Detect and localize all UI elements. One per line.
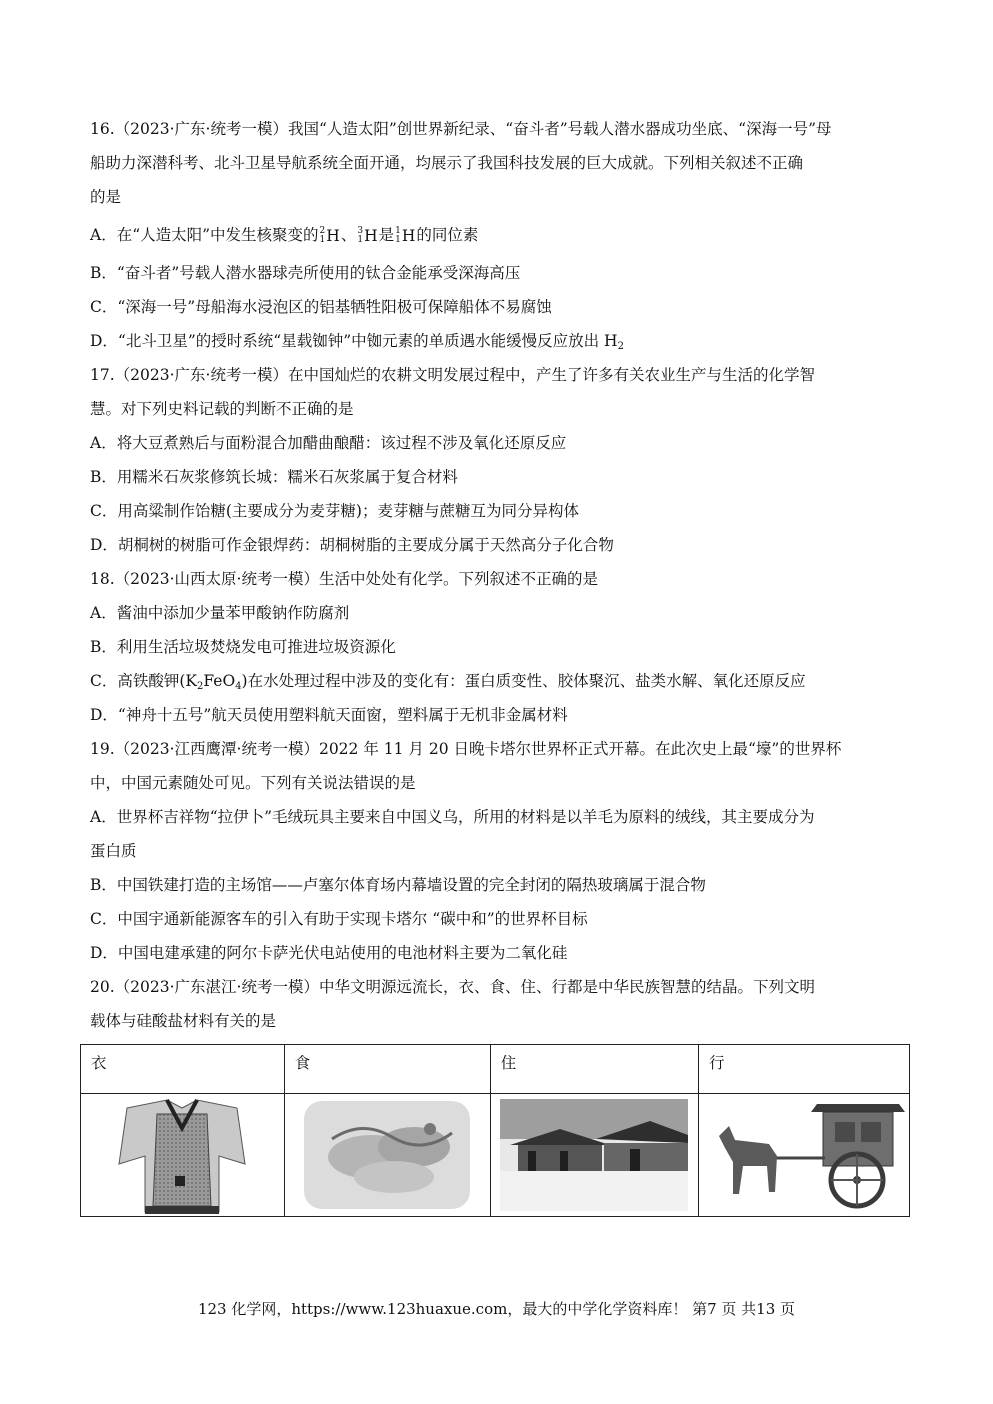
q18-stem: 18.（2023·山西太原·统考一模）生活中处处有化学。下列叙述不正确的是 [90, 570, 598, 588]
q16-option-a [90, 224, 478, 247]
q19-option-b: B．中国铁建打造的主场馆——卢塞尔体育场内幕墙设置的完全封闭的隔热玻璃属于混合物 [90, 876, 706, 894]
q16-stem-line1: 16.（2023·广东·统考一模）我国“人造太阳”创世界新纪录、“奋斗者”号载人潜水器成功坐底、“深海一号”母 [90, 120, 832, 138]
q16-option-d [90, 330, 624, 358]
q17-stem-line2: 慧。对下列史料记载的判断不正确的是 [90, 400, 354, 418]
header-travel: 行 [699, 1045, 910, 1094]
isotope-h3 [357, 225, 377, 247]
q18-option-a: A．酱油中添加少量苯甲酸钠作防腐剂 [90, 604, 350, 622]
isotope-h3-symbol: H [364, 227, 378, 245]
q17-option-a: A．将大豆煮熟后与面粉混合加醋曲酿醋：该过程不涉及氧化还原反应 [90, 434, 567, 452]
q20-table [80, 1044, 910, 1217]
q16-a-sep: 、 [340, 226, 357, 244]
q19-stem-line1: 19.（2023·江西鹰潭·统考一模）2022 年 11 月 20 日晚卡塔尔世界杯正式开幕。在此次史上最“壕”的世界杯 [90, 740, 842, 758]
header-housing: 住 [490, 1045, 698, 1094]
q18-c-post: )在水处理过程中涉及的变化有：蛋白质变性、胶体聚沉、盐类水解、氧化还原反应 [241, 672, 806, 690]
isotope-h2-mass: 2 [319, 226, 326, 236]
q19-option-d: D．中国电建承建的阿尔卡萨光伏电站使用的电池材料主要为二氧化硅 [90, 944, 568, 962]
q19-option-a-line2: 蛋白质 [90, 842, 137, 860]
q20-stem-line2: 载体与硅酸盐材料有关的是 [90, 1012, 277, 1030]
isotope-h2-z: 1 [319, 235, 326, 245]
q16-a-pre: A．在“人造太阳”中发生核聚变的 [90, 226, 319, 244]
q16-option-c: C．“深海一号”母船海水浸泡区的铝基牺牲阳极可保障船体不易腐蚀 [90, 298, 552, 316]
carriage-image [699, 1096, 909, 1214]
q16-d-subscript: 2 [617, 341, 624, 352]
q18-option-c [90, 670, 806, 698]
q16-d-text: D．“北斗卫星”的授时系统“星载铷钟”中铷元素的单质遇水能缓慢反应放出 H [90, 332, 618, 350]
isotope-h3-mass: 3 [357, 226, 364, 236]
q16-stem-line2: 船助力深潜科考、北斗卫星导航系统全面开通，均展示了我国科技发展的巨大成就。下列相关叙述不正确 [90, 154, 804, 172]
header-food: 食 [284, 1045, 490, 1094]
isotope-h3-z: 1 [357, 235, 364, 245]
q18-option-b: B．利用生活垃圾焚烧发电可推进垃圾资源化 [90, 638, 396, 656]
cell-food [284, 1094, 490, 1217]
cell-travel [699, 1094, 910, 1217]
q17-option-b: B．用糯米石灰浆修筑长城：糯米石灰浆属于复合材料 [90, 468, 458, 486]
q18-c-sub2: 4 [235, 681, 242, 692]
q16-a-post: 的同位素 [416, 226, 479, 244]
q19-option-c: C．中国宇通新能源客车的引入有助于实现卡塔尔 “碳中和”的世界杯目标 [90, 910, 588, 928]
q17-option-d: D．胡桐树的树脂可作金银焊药：胡桐树脂的主要成分属于天然高分子化合物 [90, 536, 614, 554]
q19-option-a-line1: A．世界杯吉祥物“拉伊卜”毛绒玩具主要来自中国义乌，所用的材料是以羊毛为原料的绒线，其主要成分为 [90, 808, 815, 826]
header-clothing: 衣 [81, 1045, 285, 1094]
q18-option-d: D．“神舟十五号”航天员使用塑料航天面窗，塑料属于无机非金属材料 [90, 706, 568, 724]
robe-image [107, 1094, 257, 1216]
q19-stem-line2: 中，中国元素随处可见。下列有关说法错误的是 [90, 774, 416, 792]
q17-stem-line1: 17.（2023·广东·统考一模）在中国灿烂的农耕文明发展过程中，产生了许多有关农业生产与生活的化学智 [90, 366, 815, 384]
isotope-h1-symbol: H [401, 227, 416, 245]
q16-option-b: B．“奋斗者”号载人潜水器球壳所使用的钛合金能承受深海高压 [90, 264, 521, 282]
cell-housing [490, 1094, 698, 1217]
building-image [500, 1099, 688, 1211]
q18-c-sub1: 2 [197, 681, 204, 692]
q16-a-mid: 是 [378, 226, 395, 244]
isotope-h1 [395, 225, 415, 247]
isotope-h2-symbol: H [326, 227, 340, 245]
page-footer: 123 化学网，https://www.123huaxue.com，最大的中学化学资料库！ 第7 页 共13 页 [197, 1300, 796, 1318]
q18-c-pre: C．高铁酸钾(K [90, 672, 197, 690]
q18-c-mid: FeO [203, 672, 236, 690]
cell-clothing [81, 1094, 285, 1217]
food-image [302, 1099, 472, 1211]
q17-option-c: C．用高粱制作饴糖(主要成分为麦芽糖)；麦芽糖与蔗糖互为同分异构体 [90, 502, 579, 520]
q20-stem-line1: 20.（2023·广东湛江·统考一模）中华文明源远流长，衣、食、住、行都是中华民族智慧的结晶。下列文明 [90, 978, 815, 996]
q16-stem-line3: 的是 [90, 188, 122, 206]
isotope-h1-z: 1 [395, 235, 401, 245]
isotope-h1-mass: 1 [395, 226, 401, 236]
isotope-h2 [320, 225, 340, 247]
